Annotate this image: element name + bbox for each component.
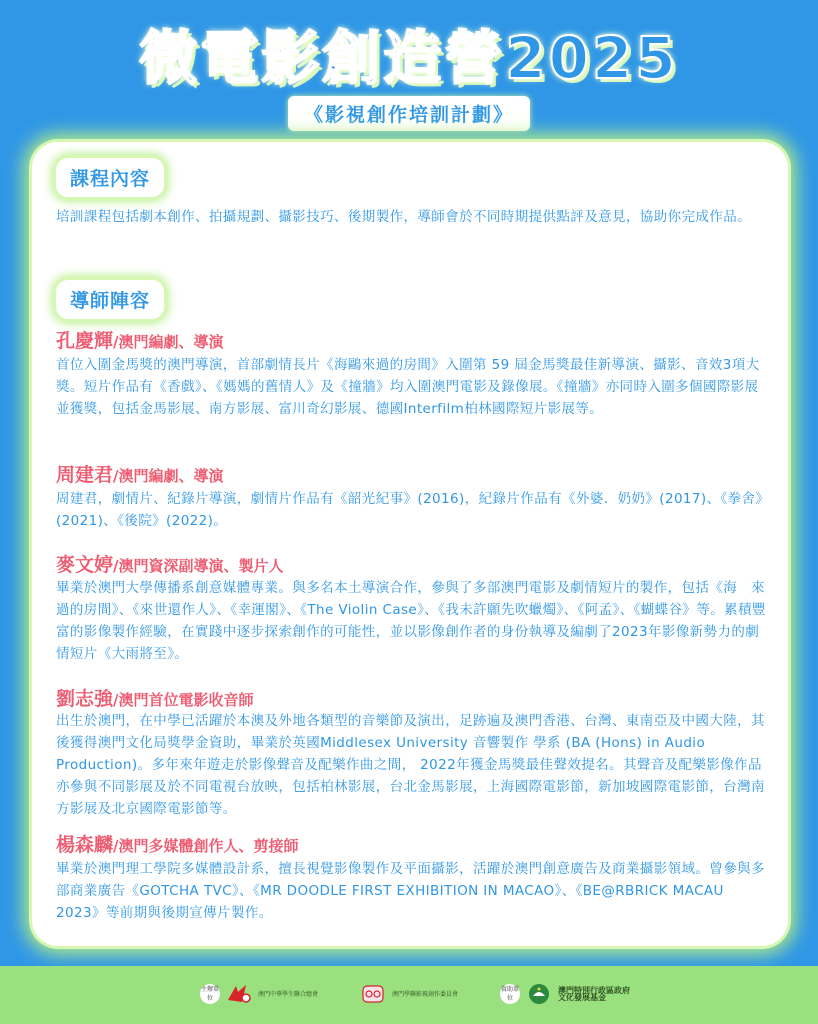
mentor-name-line [56,326,224,353]
content-panel [32,142,788,946]
mentor-bio: 出生於澳門，在中學已活躍於本澳及外地各類型的音樂節及演出，足跡遍及澳門香港、台灣、東南亞及中國大陸，其後獲得澳門文化局獎學金資助，畢業於英國Middlesex University 音響製作 學系 (BA (Hons) in Audio Production)。多年來年遊走於影像聲音及配樂作曲之間， 2022年獲金馬獎最佳聲效提名。其聲音及配樂影像作品亦參與不同影展及於不同電視台放映，包括柏林影展，台北金馬影展，上海國際電影節，新加坡國際電影節，台灣南方影展及北京國際電影節等。 [56,713,765,817]
mentor-name: 楊森麟 [56,834,114,856]
mentor-name: 麥文婷 [56,554,114,576]
mentor-name: 周建君 [56,464,114,486]
event-title: 微電影創造營2025 [139,24,679,92]
mentor-bio: 周建君，劇情片、紀錄片導演，劇情片作品有《韶光紀事》(2016)，紀錄片作品有《外婆．奶奶》(2017)、《拳舍》(2021)、《後院》(2022)。 [56,491,763,529]
co-organizer-name: 澳門學聯影視創作委員會 [392,990,459,998]
support-name [558,987,630,1001]
event-subtitle: 《影視創作培訓計劃》 [288,96,530,131]
mentor-name-line [56,830,299,857]
mentor-name-line [56,460,224,487]
mentor-role: /澳門編劇、導演 [113,467,224,485]
mentor-role: /澳門多媒體創作人、剪接師 [113,837,299,855]
subtitle-wrap [0,96,818,131]
student-union-logo-icon [226,982,252,1006]
mentor-bio: 畢業於澳門理工學院多媒體設計系，擅長視覺影像製作及平面攝影，活躍於澳門創意廣告及商業攝影領域。曾參與多部商業廣告《GOTCHA TVC》、《MR DOODLE FIRST EXHIBITION IN MACAO》、《BE@RBRICK MACAU 2023》等前期與後期宣傳片製作。 [56,861,765,921]
sponsor-footer [0,966,818,1024]
mentor-name: 孔慶輝 [56,330,114,352]
mentor-bio: 首位入圍金馬獎的澳門導演，首部劇情長片《海鷗來過的房間》入圍第 59 屆金馬獎最佳新導演、攝影、音效3項大獎。短片作品有《香戲》、《媽媽的舊情人》及《撞牆》均入圍澳門電影及錄像展。《撞牆》亦同時入圍多個國際影展並獲獎，包括金馬影展、南方影展、富川奇幻影展、德國Interfilm柏林國際短片影展等。 [56,357,760,417]
mentor-role: /澳門資深副導演、製片人 [113,557,284,575]
support-name-sub: 文化發展基金 [558,993,606,1002]
macau-government-emblem-icon [526,982,552,1006]
support-name-main: 澳門特別行政區政府 [558,986,630,995]
course-heading: 課程內容 [56,158,164,197]
organizer-group [200,982,318,1006]
support-group [500,982,630,1006]
organizer-name: 澳門中華學生聯合總會 [258,990,319,998]
mentor-name: 劉志強 [56,688,114,710]
mentor-role: /澳門編劇、導演 [113,333,224,351]
mentor-bio: 畢業於澳門大學傳播系創意媒體專業。與多名本土導演合作，參與了多部澳門電影及劇情短片的製作，包括《海 來過的房間》、《來世還作人》、《幸運閣》、《The Violin Case》、《我未許願先吹蠟燭》、《阿孟》、《蝴蝶谷》等。累積豐富的影像製作經驗，在實踐中逐步探索創作的可能性，並以影像創作者的身份執導及編劇了2023年影像新勢力的劇情短片《大雨將至》。 [56,580,766,662]
support-label: 資助單位 [500,986,519,1002]
mentor-role: /澳門首位電影收音師 [113,691,254,709]
organizer-label: 主辦單位 [200,986,219,1002]
mentors-heading: 導師陣容 [56,280,164,319]
course-text: 培訓課程包括劇本創作、拍攝規劃、攝影技巧、後期製作，導師會於不同時期提供點評及意見，協助你完成作品。 [56,209,751,225]
film-committee-logo-icon [360,982,386,1006]
mentor-name-line [56,684,254,711]
mentor-name-line [56,550,284,577]
co-organizer-group [360,982,458,1006]
